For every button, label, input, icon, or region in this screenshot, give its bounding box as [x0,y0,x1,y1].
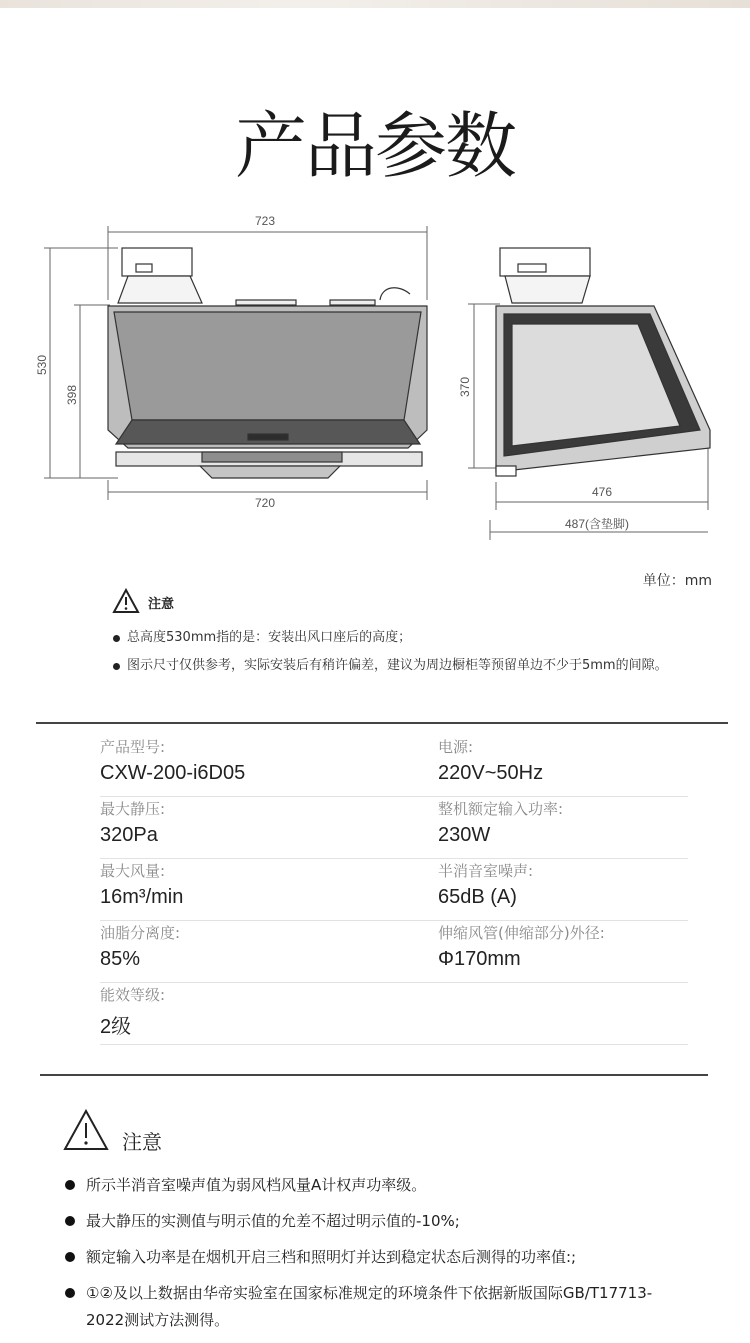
notice-list [113,624,673,680]
list-item: 图示尺寸仅供参考，实际安装后有稍许偏差，建议为周边橱柜等预留单边不少于5mm的间隙。 [113,652,673,680]
spec-value: 220V~50Hz [438,762,544,784]
spec-value: 230W [438,824,491,846]
spec-row [100,797,688,859]
spec-value: 2级 [100,1016,132,1038]
spec-table [100,735,688,1045]
list-item: ①②及以上数据由华帝实验室在国家标准规定的环境条件下依据新版国际GB/T17713-2022测试方法测得。 [64,1280,664,1334]
dimension-bottom-width: 720 [255,496,276,510]
notice-label: 注意 [122,1130,162,1154]
spec-value: Φ170mm [438,948,521,970]
dimension-side-depth: 476 [592,485,613,499]
list-item: 所示半消音室噪声值为弱风档风量A计权声功率级。 [64,1172,664,1199]
list-item: 总高度530mm指的是：安装出风口座后的高度； [113,624,673,652]
notice-header [112,588,175,618]
dimension-side-depth-feet: 487(含垫脚) [565,517,630,531]
notice-list [64,1172,664,1343]
notice-header [62,1108,162,1156]
spec-label: 油脂分离度: [100,924,181,942]
spec-value: 65dB (A) [438,886,517,908]
dimension-side-height: 370 [458,376,473,398]
spec-label: 半消音室噪声: [438,862,534,880]
spec-label: 能效等级: [100,986,166,1004]
product-dimension-drawing [0,0,750,560]
unit-label: 单位：mm [642,573,712,589]
list-item: 最大静压的实测值与明示值的允差不超过明示值的-10%; [64,1208,664,1235]
warning-icon [62,1108,110,1152]
dimension-body-height: 398 [65,384,80,406]
spec-row [100,859,688,921]
notice-label: 注意 [148,597,175,612]
warning-icon [112,588,140,614]
spec-label: 电源: [438,738,474,756]
spec-value: 320Pa [100,824,158,846]
spec-row [100,983,688,1045]
spec-label: 整机额定输入功率: [438,800,564,818]
spec-label: 产品型号: [100,738,166,756]
spec-value: 16m³/min [100,886,184,908]
divider [40,1074,708,1076]
spec-label: 最大风量: [100,862,166,880]
spec-row [100,735,688,797]
spec-label [438,984,688,1006]
page-title: 产品参数 [234,104,515,188]
dimension-top-width: 723 [255,214,276,228]
spec-row [100,921,688,983]
spec-label: 伸缩风管(伸缩部分)外径: [438,924,605,942]
dimension-total-height: 530 [35,354,50,376]
spec-value: 85% [100,948,141,970]
list-item: 额定输入功率是在烟机开启三档和照明灯并达到稳定状态后测得的功率值:; [64,1244,664,1271]
spec-label: 最大静压: [100,800,166,818]
divider [36,722,728,724]
spec-value: CXW-200-i6D05 [100,762,246,784]
